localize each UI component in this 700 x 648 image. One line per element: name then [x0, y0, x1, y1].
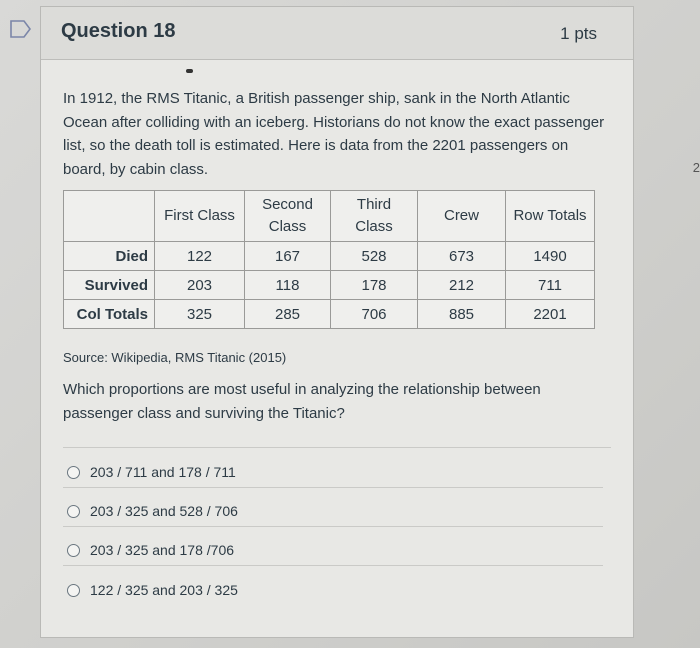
question-header: [41, 7, 633, 60]
answer-label: 203 / 325 and 178 /706: [90, 542, 235, 558]
bookmark-flag-icon[interactable]: [10, 20, 32, 38]
table-cell: 1490: [506, 242, 595, 271]
titanic-data-table: [63, 190, 595, 329]
answer-option[interactable]: [67, 500, 238, 522]
question-card: [40, 6, 634, 638]
radio-button[interactable]: [67, 544, 80, 557]
table-cell: 2201: [506, 300, 595, 329]
answer-divider: [63, 526, 603, 527]
table-cell: 203: [155, 271, 245, 300]
table-cell: 711: [506, 271, 595, 300]
table-cell: 178: [331, 271, 418, 300]
radio-button[interactable]: [67, 584, 80, 597]
table-row: [64, 242, 595, 271]
table-cell: 285: [245, 300, 331, 329]
table-cell: 325: [155, 300, 245, 329]
cursor-dot: [186, 69, 193, 73]
question-text: Which proportions are most useful in analyzing the relationship between passenger class and surviving the Titanic?: [63, 381, 541, 422]
table-header-cell: Row Totals: [506, 191, 595, 242]
table-header-cell: Third Class: [331, 191, 418, 242]
radio-button[interactable]: [67, 505, 80, 518]
answer-option[interactable]: [67, 539, 234, 561]
table-row: [64, 271, 595, 300]
source-citation: Source: Wikipedia, RMS Titanic (2015): [63, 350, 287, 365]
answer-option[interactable]: [67, 461, 236, 483]
table-cell: 167: [245, 242, 331, 271]
table-cell: 122: [155, 242, 245, 271]
answer-label: 122 / 325 and 203 / 325: [90, 582, 238, 598]
answer-label: 203 / 711 and 178 / 711: [90, 464, 236, 480]
question-prompt: In 1912, the RMS Titanic, a British passenger ship, sank in the North Atlantic Ocean after colliding with an iceberg. Historians do not know the exact passenger list, so the death toll is estimated. Here is data from the 2201 passengers on board, by cabin class.: [63, 90, 605, 178]
answer-option[interactable]: [67, 579, 238, 601]
table-row: [64, 300, 595, 329]
answer-divider: [63, 447, 611, 448]
table-cell: 706: [331, 300, 418, 329]
row-label: Col Totals: [64, 300, 155, 329]
table-cell: 673: [418, 242, 506, 271]
question-points: 1 pts: [560, 24, 597, 43]
table-header-cell: Second Class: [245, 191, 331, 242]
row-label: Died: [64, 242, 155, 271]
answer-divider: [63, 565, 603, 566]
table-header-cell: [64, 191, 155, 242]
table-header-cell: Crew: [418, 191, 506, 242]
table-cell: 118: [245, 271, 331, 300]
table-cell: 885: [418, 300, 506, 329]
question-title: Question 18: [61, 20, 176, 42]
answer-label: 203 / 325 and 528 / 706: [90, 503, 238, 519]
table-header-cell: First Class: [155, 191, 245, 242]
table-header-row: [64, 191, 595, 242]
table-cell: 212: [418, 271, 506, 300]
row-label: Survived: [64, 271, 155, 300]
table-cell: 528: [331, 242, 418, 271]
radio-button[interactable]: [67, 466, 80, 479]
edge-text: 2: [692, 160, 700, 175]
answer-divider: [63, 487, 603, 488]
